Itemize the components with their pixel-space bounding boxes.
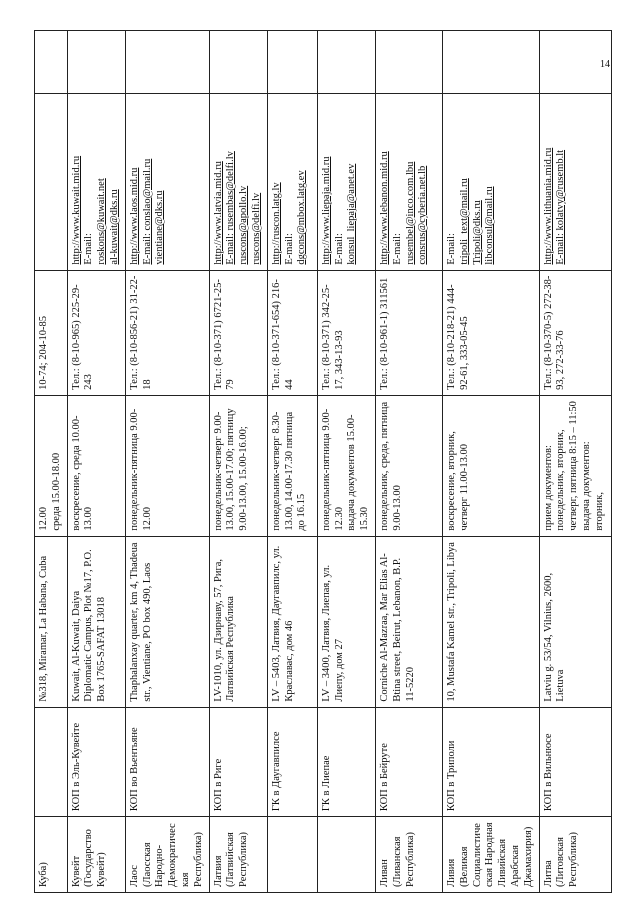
page-number: 14 [600,59,610,70]
address-cell: LV-1010, ул. Дзирнаву, 57, Рига, Латвийская Республика [209,536,267,707]
email-link[interactable]: consrus@cyberia.net.lb [417,165,429,265]
hours-cell: понедельник-четверг 8.30-13.00, 14.00-17.30 пятница до 16.15 [267,395,317,536]
hours-cell: прием документов: понедельник, вторник, четверг, пятница 8:15 – 11:50 выдача документов: вторник, [539,395,611,536]
table-row [125,31,209,893]
office-cell: ГК в Лиепае [317,707,375,817]
office-cell: КОП в Эль-Кувейте [67,707,125,817]
hours-cell: понедельник-пятница 9.00-12.00 [125,395,209,536]
country-cell: Ливия (Великая Социалистическая Народная Ливийская Арабская Джамахирия) [442,817,539,893]
table-row [267,31,317,893]
email-link[interactable]: konsul_liepaja@anet.ev [346,163,358,265]
web-contacts-cell [442,93,539,270]
email-link[interactable]: ruscons@delfi.lv [250,192,262,265]
hours-cell: 12.00 среда 15.00-18.00 [35,395,68,536]
hours-cell: понедельник-четверг 9.00-13.00, 15.00-17.00; пятницу 9.00-13.00, 15.00-16.00; [209,395,267,536]
office-cell: КОП в Бейруте [375,707,442,817]
office-cell: ГК в Даугавпилсе [267,707,317,817]
email-link[interactable]: roskons@kuwait.net [96,178,108,265]
phone-cell: Тел.: (8-10-371-654) 216-44 [267,270,317,395]
website-link[interactable]: http://www.lebanon.mid.ru [378,151,390,265]
web-contacts-cell [209,93,267,270]
phone-cell: Тел.: (8-10-965) 225-29-243 [67,270,125,395]
country-cell: Ливан (Ливанская Республика) [375,817,442,893]
office-cell: КОП в Триполи [442,707,539,817]
email-label: E-mail: [445,233,457,265]
web-contacts-cell [539,93,611,270]
empty-cell [442,31,539,94]
email-link[interactable]: libconsul@mail.ru [484,186,496,265]
email-link[interactable]: rusembel@inco.com.lbu [404,161,416,265]
website-link[interactable]: http://ruscon.latg.lv [270,182,282,265]
web-contacts-cell [125,93,209,270]
country-cell: Лаос (Лаосская Народно-Демократическая Республика) [125,817,209,893]
email-label: E-mail: [83,233,95,265]
rotated-table-container [34,30,603,893]
email-label: E-mail: [333,233,345,265]
office-cell [35,707,68,817]
email-link[interactable]: tripoli_text@mail.ru [458,178,470,265]
email-link[interactable]: vientiane@dks.ru [154,190,166,265]
country-cell: Латвия (Латвийская Республика) [209,817,267,893]
table-row [442,31,539,893]
web-contacts-cell [267,93,317,270]
email-link[interactable]: Tripoli@dks.ru [471,200,483,265]
hours-cell: воскресение, вторник, четверг 11.00-13.00 [442,395,539,536]
website-link[interactable]: http://www.kuwait.mid.ru [70,155,82,265]
phone-cell: Тел.: (8-10-370-5) 272-38-93, 272-33-76 [539,270,611,395]
hours-cell: воскресение, среда 10.00-13.00 [67,395,125,536]
table-row [375,31,442,893]
website-link[interactable]: http://www.lithuania.mid.ru [542,147,554,265]
address-cell: LV – 5403, Латвия, Даугавпилс, ул. Краславас, дом 46 [267,536,317,707]
web-contacts-cell [317,93,375,270]
office-cell: КОП в Вильнюсе [539,707,611,817]
phone-cell: Тел.: (8-10-218-21) 444-92-61, 333-05-45 [442,270,539,395]
web-contacts-cell [67,93,125,270]
hours-cell: понедельник-пятница 9.00-12.30 выдача документов 15.00-15.30 [317,395,375,536]
email-link[interactable]: E-mail: rusembas@delfi.lv [225,151,237,265]
country-cell: Куба) [35,817,68,893]
email-link[interactable]: E-mail: conslao@mail.ru [141,158,153,265]
email-link[interactable]: dgcons@mbox.latg.ev [296,170,308,265]
phone-cell: Тел.: (8-10-856-21) 31-22-18 [125,270,209,395]
country-cell: Литва (Литовская Республика) [539,817,611,893]
table-row [209,31,267,893]
empty-cell [317,31,375,94]
address-cell: LV – 3400, Латвия, Лиепая, ул. Лиепу, дом 27 [317,536,375,707]
hours-cell: понедельник, среда, пятница 9.00-13.00 [375,395,442,536]
empty-cell [539,31,611,94]
phone-cell: Тел.: (8-10-371) 6721-25-79 [209,270,267,395]
web-contacts-cell [35,93,68,270]
table-row [67,31,125,893]
email-label: E-mail: [391,233,403,265]
empty-cell [35,31,68,94]
consulates-table [34,30,612,893]
phone-cell: Тел.: (8-10-371) 342-25-17, 343-13-93 [317,270,375,395]
empty-cell [125,31,209,94]
table-row [317,31,375,893]
table-row [539,31,611,893]
empty-cell [375,31,442,94]
website-link[interactable]: http://www.latvia.mid.ru [212,161,224,265]
phone-cell: 10-74; 204-10-85 [35,270,68,395]
web-contacts-cell [375,93,442,270]
address-cell: Kuwait, Al-Kuwait, Daiya Diplomatic Campus, Plot №17, P.O. Box 1765-SAFAT 13018 [67,536,125,707]
email-link[interactable]: E-mail: kolatvy@rusemb.lt [555,149,567,265]
email-link[interactable]: al-kuwait@dks.ru [108,189,120,265]
empty-cell [67,31,125,94]
country-cell [317,817,375,893]
address-cell: Thaphalanxay quarter, km 4, Thadeua str., Vientiane, PO box 490, Laos [125,536,209,707]
email-label: E-mail: [283,233,295,265]
country-cell: Кувейт (Государство Кувейт) [67,817,125,893]
website-link[interactable]: http://www.laos.mid.ru [128,167,140,265]
country-cell [267,817,317,893]
email-link[interactable]: ruscons@apollo.lv [238,185,250,265]
address-cell: №318, Miramar, La Habana, Cuba [35,536,68,707]
address-cell: 10, Mustafa Kamel str., Tripoli, Libya [442,536,539,707]
empty-cell [209,31,267,94]
website-link[interactable]: http://www.liepaja.mid.ru [320,156,332,265]
address-cell: Corniche Al-Mazraa, Mar Elias Al-Btina street, Beirut, Lebanon, B.P. 11-5220 [375,536,442,707]
phone-cell: Тел.: (8-10-961-1) 311561 [375,270,442,395]
empty-cell [267,31,317,94]
address-cell: Latviu g. 53/54, Vilnius, 2600, Lietuva [539,536,611,707]
office-cell: КОП во Вьентьяне [125,707,209,817]
office-cell: КОП в Риге [209,707,267,817]
table-row [35,31,68,893]
